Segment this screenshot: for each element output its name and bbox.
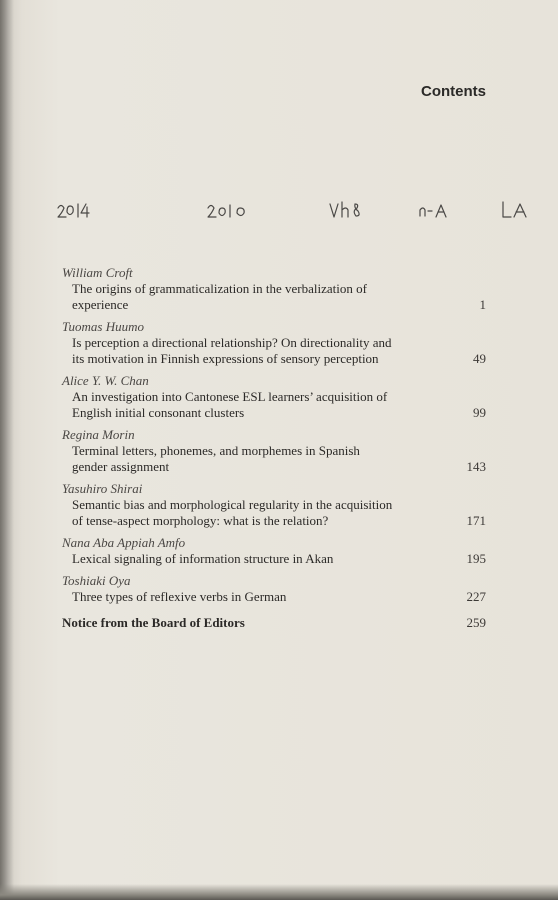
entry-title-line: English initial consonant clusters bbox=[72, 405, 245, 420]
toc-entry bbox=[62, 573, 488, 605]
entry-author: Alice Y. W. Chan bbox=[62, 373, 149, 388]
entry-title-line: gender assignment bbox=[72, 459, 170, 474]
entry-author: Regina Morin bbox=[62, 427, 135, 442]
page-title: Contents bbox=[421, 83, 486, 100]
entry-title-line: Terminal letters, phonemes, and morphemes in Spanish bbox=[72, 443, 360, 458]
binding-shadow bbox=[0, 0, 14, 900]
handwriting-sketch bbox=[0, 196, 558, 226]
entry-title-line: of tense-aspect morphology: what is the relation? bbox=[72, 513, 329, 528]
entry-page-number: 171 bbox=[466, 513, 486, 528]
entry-page-number: 143 bbox=[466, 459, 486, 474]
entry-page-number: 259 bbox=[466, 615, 486, 630]
entry-title-line: experience bbox=[72, 297, 129, 312]
entry-title-line: Is perception a directional relationship? On directionality and bbox=[72, 335, 392, 350]
handwritten-note-1 bbox=[58, 204, 89, 217]
entry-page-number: 49 bbox=[473, 351, 486, 366]
toc-entry-notice bbox=[62, 615, 488, 631]
entry-title-line: The origins of grammaticalization in the verbalization of bbox=[72, 281, 367, 296]
entry-page-number: 195 bbox=[466, 551, 486, 566]
entry-page-number: 1 bbox=[479, 297, 486, 312]
toc-entry bbox=[62, 265, 488, 313]
handwritten-note-4 bbox=[420, 205, 446, 217]
entry-page-number: 227 bbox=[466, 589, 486, 604]
handwritten-note-2 bbox=[208, 205, 244, 217]
entry-page-number: 99 bbox=[473, 405, 486, 420]
page-bottom-edge bbox=[0, 884, 558, 900]
handwritten-notes bbox=[0, 196, 558, 226]
notice-title: Notice from the Board of Editors bbox=[62, 615, 245, 630]
entry-title-line: Semantic bias and morphological regularity in the acquisition bbox=[72, 497, 393, 512]
entry-author: William Croft bbox=[62, 265, 133, 280]
toc-entry bbox=[62, 535, 488, 567]
toc-entry bbox=[62, 427, 488, 475]
entry-title-line: An investigation into Cantonese ESL learners’ acquisition of bbox=[72, 389, 388, 404]
toc-entry bbox=[62, 373, 488, 421]
entry-title-line: Lexical signaling of information structure in Akan bbox=[72, 551, 334, 566]
entry-author: Tuomas Huumo bbox=[62, 319, 144, 334]
entry-title-line: its motivation in Finnish expressions of sensory perception bbox=[72, 351, 379, 366]
entry-title-line: Three types of reflexive verbs in German bbox=[72, 589, 287, 604]
toc-entry bbox=[62, 319, 488, 367]
table-of-contents bbox=[62, 265, 488, 637]
entry-author: Nana Aba Appiah Amfo bbox=[62, 535, 186, 550]
handwritten-note-3 bbox=[330, 202, 359, 217]
toc-entry bbox=[62, 481, 488, 529]
entry-author: Toshiaki Oya bbox=[62, 573, 131, 588]
handwritten-note-5 bbox=[503, 202, 526, 217]
entry-author: Yasuhiro Shirai bbox=[62, 481, 143, 496]
